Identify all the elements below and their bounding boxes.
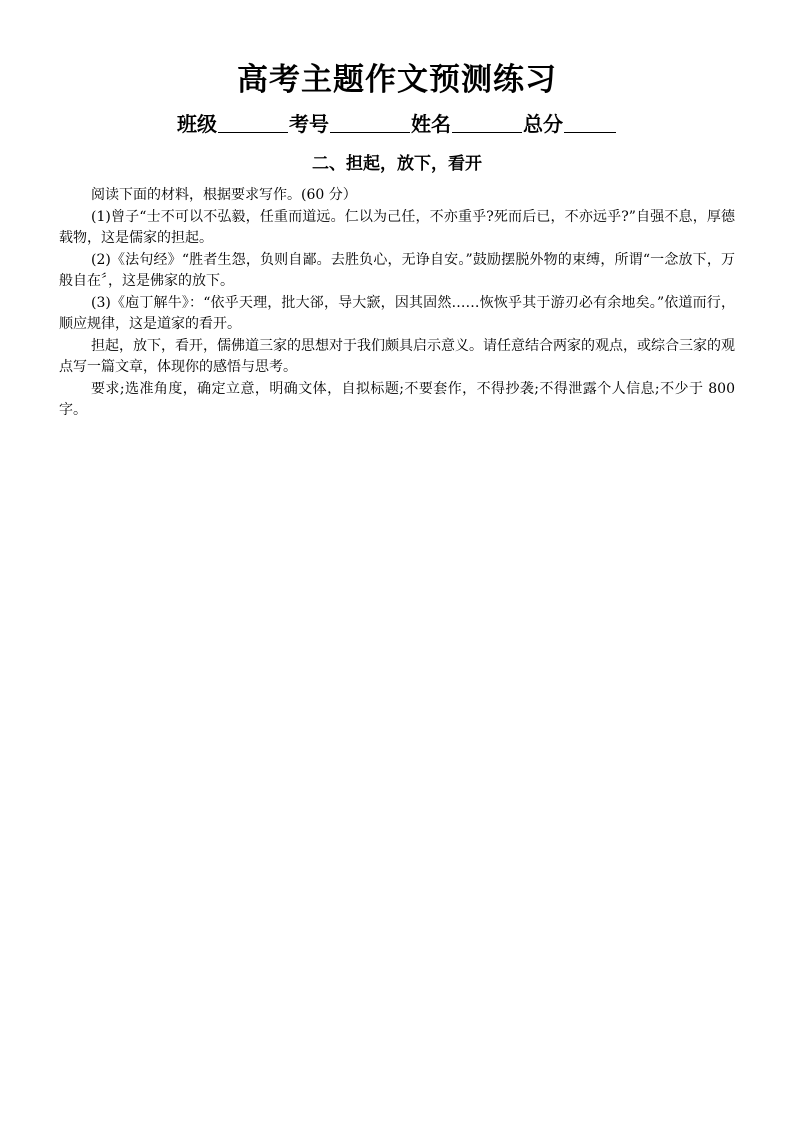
exam-number-label: 考号 [289, 112, 329, 136]
class-blank [218, 114, 288, 133]
task-paragraph: 担起，放下，看开，儒佛道三家的思想对于我们颇具启示意义。请任意结合两家的观点，或综合三家的观点写一篇文章，体现你的感悟与思考。 [59, 337, 735, 375]
page-title: 高考主题作文预测练习 [237, 62, 557, 98]
total-score-blank [564, 114, 616, 133]
student-info-line [0, 110, 794, 138]
exam-number-blank [330, 114, 410, 133]
name-label: 姓名 [411, 112, 451, 136]
confucian-quote-paragraph: (1)曾子“士不可以不弘毅，任重而道远。仁以为己任，不亦重乎?死而后已，不亦远乎?”自强不息，厚德载物，这是儒家的担起。 [59, 208, 735, 246]
class-label: 班级 [177, 112, 217, 136]
instruction-paragraph: 阅读下面的材料，根据要求写作。(60 分） [91, 187, 357, 203]
total-score-label: 总分 [523, 112, 563, 136]
essay-prompt [59, 185, 735, 422]
taoist-quote-paragraph: (3)《庖丁解牛》：“依乎天理，批大郤，导大窾，因其固然……恢恢乎其于游刃必有余地矣。”依道而行，顺应规律，这是道家的看开。 [59, 294, 735, 332]
section-title: 二、担起，放下，看开 [312, 154, 482, 174]
buddhist-quote-paragraph: (2)《法句经》“胜者生怨，负则自鄙。去胜负心，无诤自安。”鼓励摆脱外物的束缚，所谓“一念放下，万般自在〞，这是佛家的放下。 [59, 251, 735, 289]
name-blank [452, 114, 522, 133]
requirements-paragraph: 要求;选准角度，确定立意，明确文体，自拟标题;不要套作，不得抄袭;不得泄露个人信息;不少于 800 字。 [59, 380, 735, 418]
